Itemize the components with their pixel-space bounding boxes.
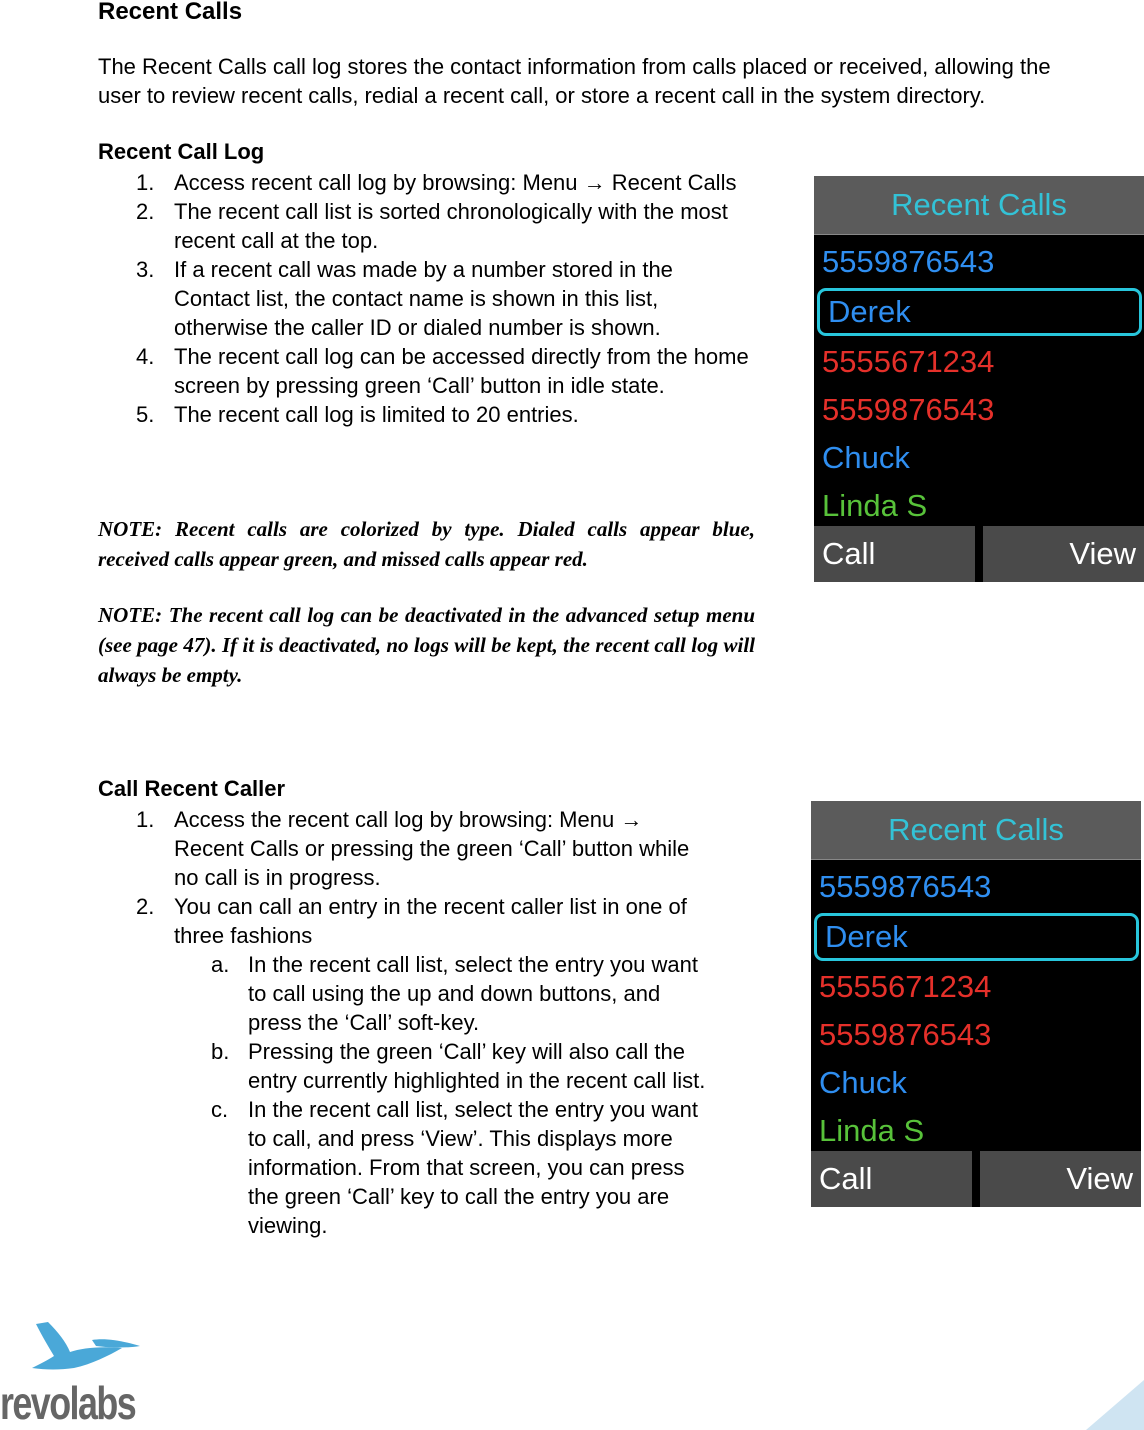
softkey-bar <box>811 1151 1141 1207</box>
list-item: 5. The recent call log is limited to 20 entries. <box>136 402 579 427</box>
call-recent-caller-list <box>136 805 696 950</box>
recent-calls-screen-2 <box>811 801 1141 1207</box>
recent-call-entry[interactable]: 5559876543 <box>819 1017 992 1052</box>
list-item: 2. You can call an entry in the recent caller list in one of three fashions <box>136 894 687 948</box>
recent-call-entry-selected[interactable]: Derek <box>817 288 1142 336</box>
page-title: Recent Calls <box>98 0 243 25</box>
list-item: 2. The recent call list is sorted chronologically with the most recent call at the top. <box>136 199 728 253</box>
list-item: a. In the recent call list, select the entry you want to call using the up and down buttons, and press the ‘Call’ soft-key. <box>211 952 699 1035</box>
recent-call-log-list <box>136 168 761 429</box>
corner-decoration <box>1084 1380 1144 1430</box>
softkey-bar <box>814 526 1144 582</box>
screen-title: Recent Calls <box>811 801 1141 860</box>
screen-title: Recent Calls <box>814 176 1144 235</box>
call-fashion-sublist <box>211 950 731 1240</box>
logo-text: revolabs <box>0 1377 136 1429</box>
view-softkey[interactable]: View <box>983 526 1144 582</box>
note-colorized: NOTE: Recent calls are colorized by type. Dialed calls appear blue, received calls appear green, and missed calls appear red. <box>98 517 755 571</box>
recent-call-entry[interactable]: Chuck <box>819 1065 907 1100</box>
recent-call-entry-selected[interactable]: Derek <box>814 913 1139 961</box>
recent-call-entry[interactable]: 5559876543 <box>822 392 995 427</box>
intro-paragraph: The Recent Calls call log stores the contact information from calls placed or received, allowing the user to review recent calls, redial a recent call, or store a recent call in the system directory. <box>98 54 1051 108</box>
call-recent-caller-heading: Call Recent Caller <box>98 776 286 801</box>
list-item: 1. Access recent call log by browsing: Menu → Recent Calls <box>136 170 737 195</box>
revolabs-logo <box>0 1318 160 1430</box>
view-softkey[interactable]: View <box>980 1151 1141 1207</box>
list-item: 1. Access the recent call log by browsing: Menu → Recent Calls or pressing the green ‘Call’ button while no call is in progress. <box>136 807 690 890</box>
recent-call-entry[interactable]: 5559876543 <box>819 869 992 904</box>
recent-calls-list <box>814 238 1144 530</box>
note-deactivated: NOTE: The recent call log can be deactivated in the advanced setup menu (see page 47). If it is deactivated, no logs will be kept, the recent call log will always be empty. <box>98 603 755 687</box>
recent-call-entry[interactable]: Linda S <box>822 488 928 523</box>
call-softkey[interactable]: Call <box>811 1151 972 1207</box>
recent-call-entry[interactable]: Linda S <box>819 1113 925 1148</box>
recent-call-log-heading: Recent Call Log <box>98 139 265 164</box>
recent-calls-list <box>811 863 1141 1155</box>
recent-call-entry[interactable]: Chuck <box>822 440 910 475</box>
call-softkey[interactable]: Call <box>814 526 975 582</box>
list-item: 4. The recent call log can be accessed directly from the home screen by pressing green ‘Call’ button in idle state. <box>136 344 749 398</box>
recent-call-entry[interactable]: 5555671234 <box>819 969 992 1004</box>
list-item: b. Pressing the green ‘Call’ key will also call the entry currently highlighted in the recent call list. <box>211 1039 706 1093</box>
list-item: 3. If a recent call was made by a number stored in the Contact list, the contact name is shown in this list, otherwise the caller ID or dialed number is shown. <box>136 257 673 340</box>
recent-calls-screen-1 <box>814 176 1144 582</box>
recent-call-entry[interactable]: 5559876543 <box>822 244 995 279</box>
list-item: c. In the recent call list, select the entry you want to call, and press ‘View’. This displays more information. From that screen, you can press the green ‘Call’ key to call the entry you are viewing. <box>211 1097 699 1238</box>
recent-call-entry[interactable]: 5555671234 <box>822 344 995 379</box>
